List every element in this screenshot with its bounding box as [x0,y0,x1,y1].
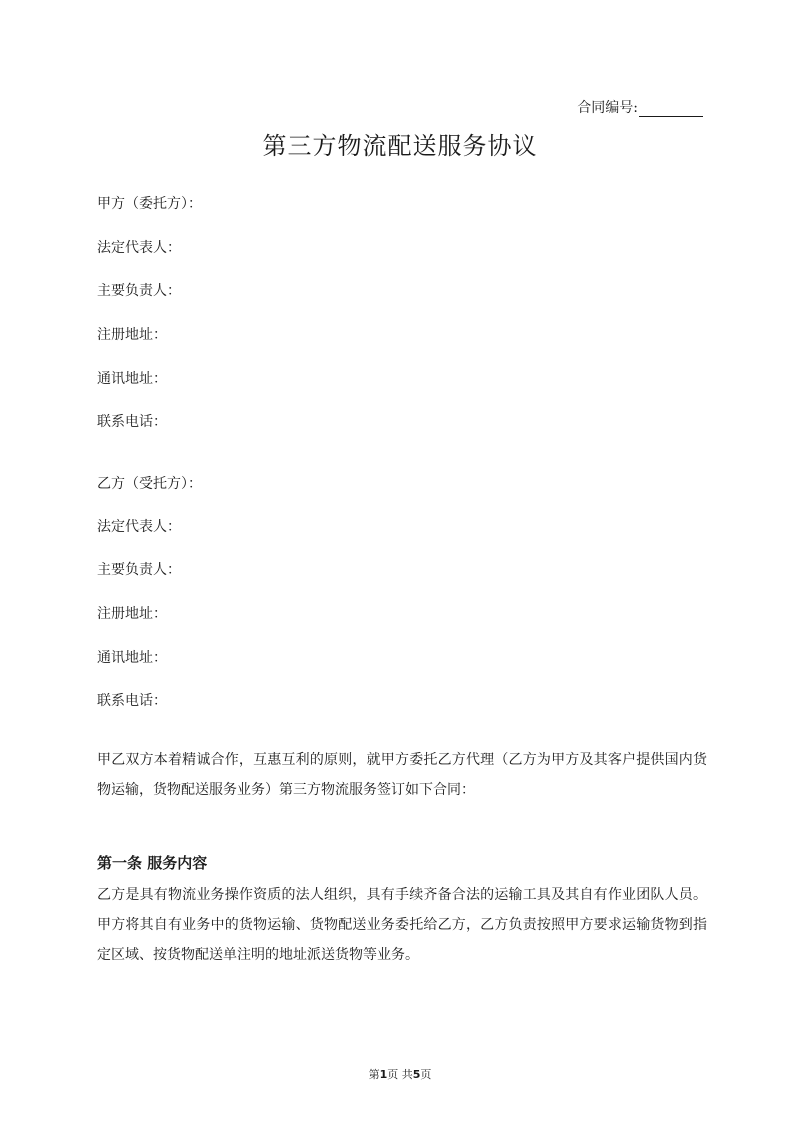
preamble-paragraph: 甲乙双方本着精诚合作，互惠互利的原则，就甲方委托乙方代理（乙方为甲方及其客户提供国内货物运输，货物配送服务业务）第三方物流服务签订如下合同： [97,752,707,798]
article-1-title: 第一条 服务内容 [97,854,208,872]
contract-number-blank [639,102,703,117]
page-total: 5 [412,1068,421,1081]
page-prefix: 第 [368,1068,380,1081]
party-b-mailing-address: 通讯地址： [97,650,167,666]
party-a-heading: 甲方（委托方）： [97,196,202,212]
party-b-phone: 联系电话： [97,693,167,709]
party-a-registered-address: 注册地址： [97,327,167,343]
document-title: 第三方物流配送服务协议 [262,132,538,160]
party-b-legal-rep: 法定代表人： [97,519,181,535]
party-b-principal: 主要负责人： [97,562,181,578]
party-b-registered-address: 注册地址： [97,606,167,622]
contract-number [577,97,703,117]
page-mid: 页 共 [387,1068,413,1081]
party-b-heading: 乙方（受托方）： [97,476,202,492]
party-a-mailing-address: 通讯地址： [97,371,167,387]
party-a-principal: 主要负责人： [97,283,181,299]
page-current: 1 [379,1068,388,1081]
article-1-body: 乙方是具有物流业务操作资质的法人组织，具有手续齐备合法的运输工具及其自有作业团队人员。甲方将其自有业务中的货物运输、货物配送业务委托给乙方，乙方负责按照甲方要求运输货物到指定区域、按货物配送单注明的地址派送货物等业务。 [97,887,707,963]
party-a-legal-rep: 法定代表人： [97,240,181,256]
contract-number-label: 合同编号: [577,100,638,116]
party-a-phone: 联系电话： [97,414,167,430]
page-suffix: 页 [420,1068,432,1081]
page-footer [0,1066,800,1082]
